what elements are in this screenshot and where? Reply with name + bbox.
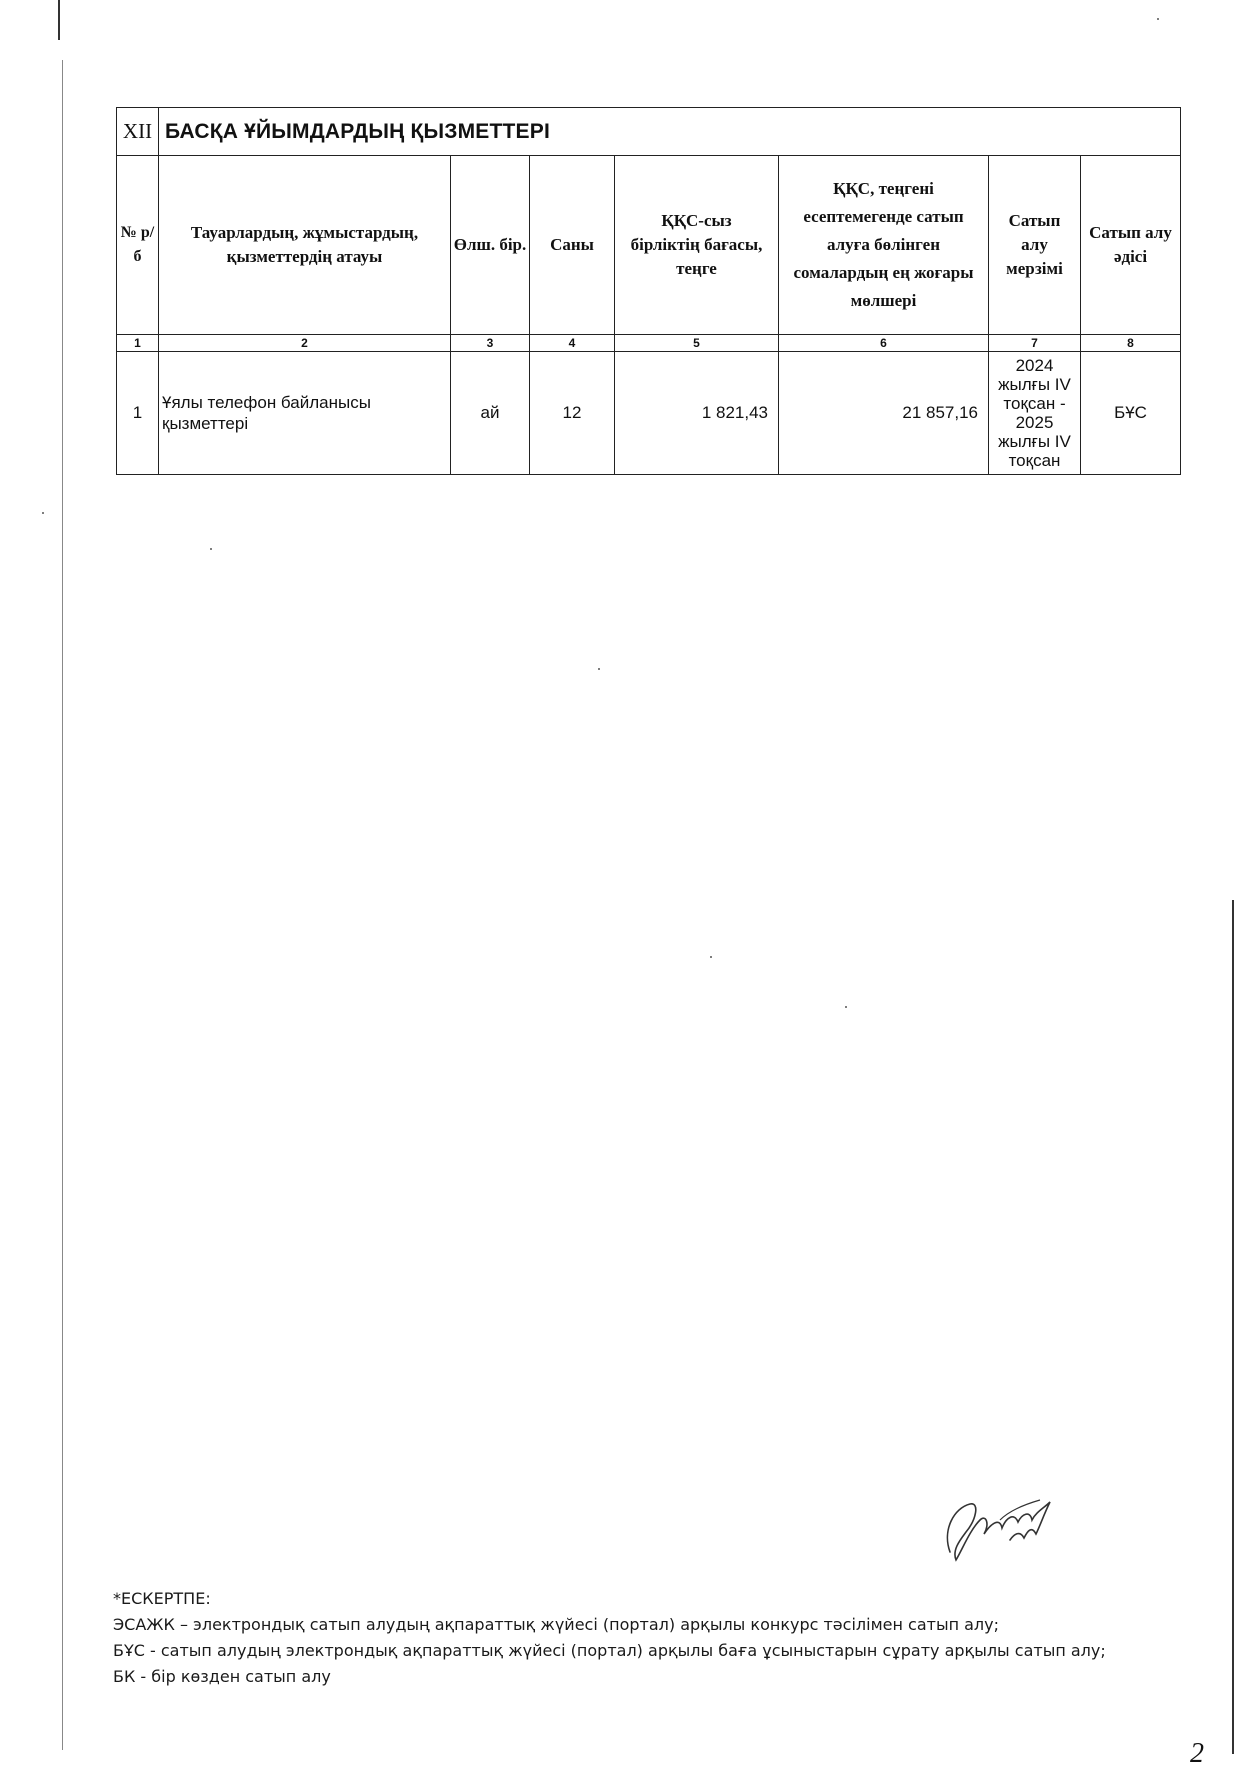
footnote-line-1: ЭСАЖК – электрондық сатып алудың ақпараттық жүйесі (портал) арқылы конкурс тәсілімен сатып алу; bbox=[113, 1615, 1000, 1634]
scan-margin-line bbox=[58, 0, 60, 40]
row-name: Ұялы телефон байланысы қызметтері bbox=[159, 352, 451, 475]
section-number: XII bbox=[117, 108, 159, 156]
footnote-heading: *ЕСКЕРТПЕ: bbox=[113, 1589, 211, 1608]
scan-speck bbox=[1157, 18, 1159, 20]
scan-speck bbox=[598, 668, 600, 670]
row-unit: ай bbox=[451, 352, 530, 475]
index-cell: 1 bbox=[117, 335, 159, 352]
index-cell: 2 bbox=[159, 335, 451, 352]
header-price: ҚҚС-сыз бірліктің бағасы, теңге bbox=[615, 156, 779, 335]
column-header-row bbox=[117, 156, 1181, 335]
scan-speck bbox=[210, 548, 212, 550]
scan-speck bbox=[845, 1006, 847, 1008]
table-row bbox=[117, 352, 1181, 475]
scan-margin-line bbox=[1232, 900, 1234, 1754]
index-row bbox=[117, 335, 1181, 352]
header-term: Сатып алу мерзімі bbox=[989, 156, 1081, 335]
index-cell: 4 bbox=[530, 335, 615, 352]
header-num: № р/б bbox=[117, 156, 159, 335]
scan-margin-line bbox=[62, 60, 63, 1750]
row-max-amount: 21 857,16 bbox=[779, 352, 989, 475]
header-unit: Өлш. бір. bbox=[451, 156, 530, 335]
index-cell: 7 bbox=[989, 335, 1081, 352]
section-title: БАСҚА ҰЙЫМДАРДЫҢ ҚЫЗМЕТТЕРІ bbox=[159, 108, 1181, 156]
header-method: Сатып алу әдісі bbox=[1081, 156, 1181, 335]
page-number: 2 bbox=[1190, 1738, 1204, 1769]
header-max-amount: ҚҚС, теңгені есептемегенде сатып алуға бөлінген сомалардың ең жоғары мөлшері bbox=[779, 156, 989, 335]
footnote bbox=[113, 1586, 1123, 1690]
header-qty: Саны bbox=[530, 156, 615, 335]
scan-speck bbox=[710, 956, 712, 958]
index-cell: 5 bbox=[615, 335, 779, 352]
row-price: 1 821,43 bbox=[615, 352, 779, 475]
row-term: 2024 жылғы IV тоқсан - 2025 жылғы IV тоқсан bbox=[989, 352, 1081, 475]
procurement-table bbox=[116, 107, 1181, 475]
row-num: 1 bbox=[117, 352, 159, 475]
index-cell: 3 bbox=[451, 335, 530, 352]
index-cell: 6 bbox=[779, 335, 989, 352]
section-header-row bbox=[117, 108, 1181, 156]
header-name: Тауарлардың, жұмыстардың, қызметтердің атауы bbox=[159, 156, 451, 335]
scan-speck bbox=[42, 512, 44, 514]
row-method: БҰС bbox=[1081, 352, 1181, 475]
footnote-line-2: БҰС - сатып алудың электрондық ақпараттық жүйесі (портал) арқылы баға ұсыныстарын сұрату арқылы сатып алу; БК - бір көзден сатып алу bbox=[113, 1641, 1106, 1686]
row-qty: 12 bbox=[530, 352, 615, 475]
signature bbox=[940, 1490, 1070, 1570]
index-cell: 8 bbox=[1081, 335, 1181, 352]
